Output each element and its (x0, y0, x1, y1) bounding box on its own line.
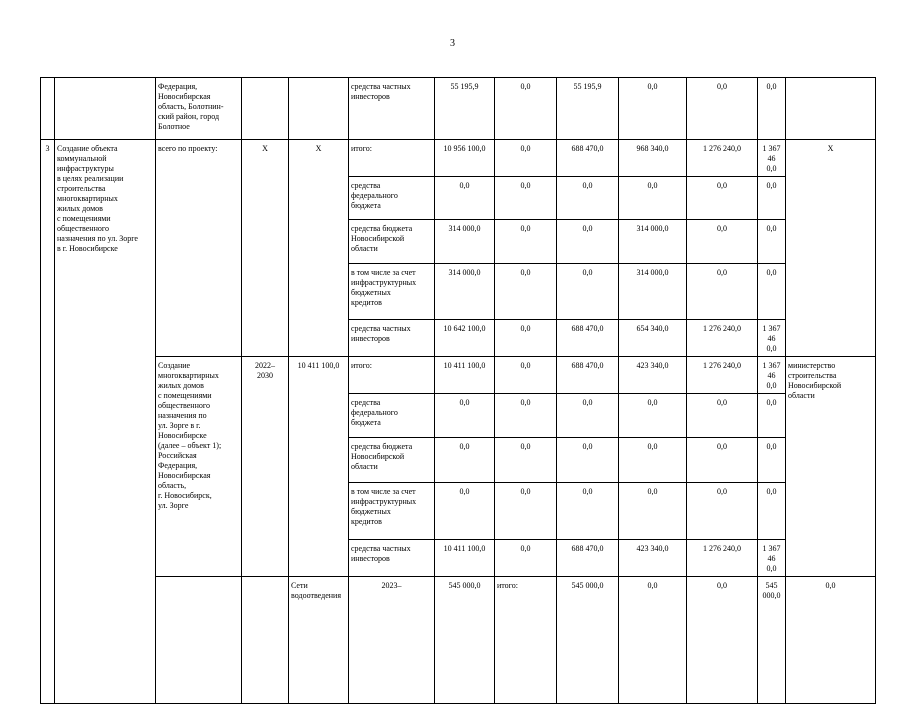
table-row (41, 78, 876, 140)
value-y4: 1 276 240,0 (687, 320, 758, 357)
row-number-cell: 3 (41, 140, 55, 704)
value-y4: 1 276 240,0 (687, 357, 758, 394)
value-y1: 0,0 (495, 220, 557, 264)
value-y2: 688 470,0 (557, 140, 619, 177)
object-location-cell: Сети водоотведения (289, 577, 349, 704)
period-cell: 2022– 2030 (242, 357, 289, 577)
period-cell: X (242, 140, 289, 357)
object-location-cell: Федерация, Новосибирская область, Болотнин- ский район, город Болотное (156, 78, 242, 140)
page-number: 3 (450, 38, 455, 49)
value-y5: 1 367 46 0,0 (758, 357, 786, 394)
table-row (41, 357, 876, 394)
value-y1: 0,0 (495, 540, 557, 577)
value-y5: 0,0 (758, 438, 786, 483)
object-name-cell (55, 78, 156, 140)
value-total: 314 000,0 (435, 264, 495, 320)
value-y2: 55 195,9 (557, 78, 619, 140)
value-y3: 0,0 (619, 177, 687, 220)
value-total: 545 000,0 (557, 577, 619, 704)
value-y5: 0,0 (758, 177, 786, 220)
value-total: 0,0 (435, 394, 495, 438)
cost-cell: X (289, 140, 349, 357)
table-row (41, 577, 876, 704)
value-y3: 423 340,0 (619, 540, 687, 577)
funding-source-cell: средства бюджета Новосибирской области (349, 438, 435, 483)
value-y3: 654 340,0 (619, 320, 687, 357)
executor-cell: X (786, 140, 876, 357)
value-y5: 1 367 46 0,0 (758, 320, 786, 357)
value-y4: 1 276 240,0 (687, 540, 758, 577)
funding-source-cell: в том числе за счет инфраструктурных бюджетных кредитов (349, 264, 435, 320)
value-y4: 0,0 (687, 438, 758, 483)
value-y5: 0,0 (758, 264, 786, 320)
value-y5: 0,0 (758, 394, 786, 438)
value-y2: 0,0 (557, 394, 619, 438)
value-y4: 0,0 (687, 177, 758, 220)
value-y5: 1 367 46 0,0 (758, 140, 786, 177)
value-y4: 0,0 (687, 220, 758, 264)
value-y2: 0,0 (557, 177, 619, 220)
value-y1: 0,0 (495, 320, 557, 357)
value-y1: 0,0 (495, 357, 557, 394)
value-total: 314 000,0 (435, 220, 495, 264)
object-name-cell (242, 577, 289, 704)
value-y1: 0,0 (495, 177, 557, 220)
value-y1: 0,0 (495, 140, 557, 177)
value-y5: 0,0 (758, 483, 786, 540)
value-y1: 0,0 (495, 264, 557, 320)
value-y1: 0,0 (495, 78, 557, 140)
funding-source-cell: в том числе за счет инфраструктурных бюджетных кредитов (349, 483, 435, 540)
financing-table (40, 77, 876, 704)
funding-source-cell: средства частных инвесторов (349, 320, 435, 357)
value-y4: 0,0 (687, 78, 758, 140)
value-total: 10 411 100,0 (435, 540, 495, 577)
period-cell: 2023– (349, 577, 435, 704)
funding-source-cell: средства федерального бюджета (349, 394, 435, 438)
value-total: 0,0 (435, 438, 495, 483)
value-total: 10 411 100,0 (435, 357, 495, 394)
value-total: 10 956 100,0 (435, 140, 495, 177)
value-y3: 0,0 (619, 78, 687, 140)
value-total: 0,0 (435, 483, 495, 540)
value-y1: 0,0 (619, 577, 687, 704)
cost-cell (289, 78, 349, 140)
value-y2: 0,0 (557, 438, 619, 483)
value-y5: 1 367 46 0,0 (758, 540, 786, 577)
value-y1: 0,0 (495, 394, 557, 438)
value-y4: 0,0 (687, 483, 758, 540)
value-y5: 0,0 (758, 220, 786, 264)
cost-cell: 10 411 100,0 (289, 357, 349, 577)
object-location-cell: всего по проекту: (156, 140, 242, 357)
value-y2: 0,0 (687, 577, 758, 704)
value-y2: 0,0 (557, 483, 619, 540)
funding-source-cell: итого: (349, 357, 435, 394)
funding-source-cell: средства бюджета Новосибирской области (349, 220, 435, 264)
value-y2: 688 470,0 (557, 320, 619, 357)
row-number-cell (41, 78, 55, 140)
funding-source-cell: средства федерального бюджета (349, 177, 435, 220)
value-y3: 0,0 (619, 438, 687, 483)
object-name-cell: Создание объекта коммунальной инфраструктуры в целях реализации строительства многоквартирных жилых домов с помещениями общественного назначения по ул. Зорге в г. Новосибирске (55, 140, 156, 704)
value-y5: 0,0 (758, 78, 786, 140)
value-total: 55 195,9 (435, 78, 495, 140)
value-y3: 314 000,0 (619, 264, 687, 320)
value-y3: 314 000,0 (619, 220, 687, 264)
funding-source-cell: итого: (349, 140, 435, 177)
executor-cell (786, 78, 876, 140)
row-number-cell (156, 577, 242, 704)
value-y3: 0,0 (619, 483, 687, 540)
value-y3: 968 340,0 (619, 140, 687, 177)
period-cell (242, 78, 289, 140)
executor-cell: министерство строительства Новосибирской области (786, 357, 876, 577)
value-y4: 0,0 (687, 394, 758, 438)
value-y3: 545 000,0 (758, 577, 786, 704)
value-y3: 423 340,0 (619, 357, 687, 394)
object-location-cell: Создание многоквартирных жилых домов с помещениями общественного назначения по ул. Зорге в г. Новосибирске (далее – объект 1); Российская Федерация, Новосибирская область, г. Новосибирск, ул. Зорге (156, 357, 242, 577)
value-total: 0,0 (435, 177, 495, 220)
value-y2: 688 470,0 (557, 540, 619, 577)
value-y4: 1 276 240,0 (687, 140, 758, 177)
value-total: 10 642 100,0 (435, 320, 495, 357)
value-y1: 0,0 (495, 438, 557, 483)
cost-cell: 545 000,0 (435, 577, 495, 704)
value-y4: 0,0 (786, 577, 876, 704)
funding-source-cell: средства частных инвесторов (349, 78, 435, 140)
value-y2: 0,0 (557, 220, 619, 264)
value-y2: 0,0 (557, 264, 619, 320)
table-row (41, 140, 876, 177)
funding-source-cell: итого: (495, 577, 557, 704)
value-y1: 0,0 (495, 483, 557, 540)
value-y3: 0,0 (619, 394, 687, 438)
value-y2: 688 470,0 (557, 357, 619, 394)
funding-source-cell: средства частных инвесторов (349, 540, 435, 577)
value-y4: 0,0 (687, 264, 758, 320)
